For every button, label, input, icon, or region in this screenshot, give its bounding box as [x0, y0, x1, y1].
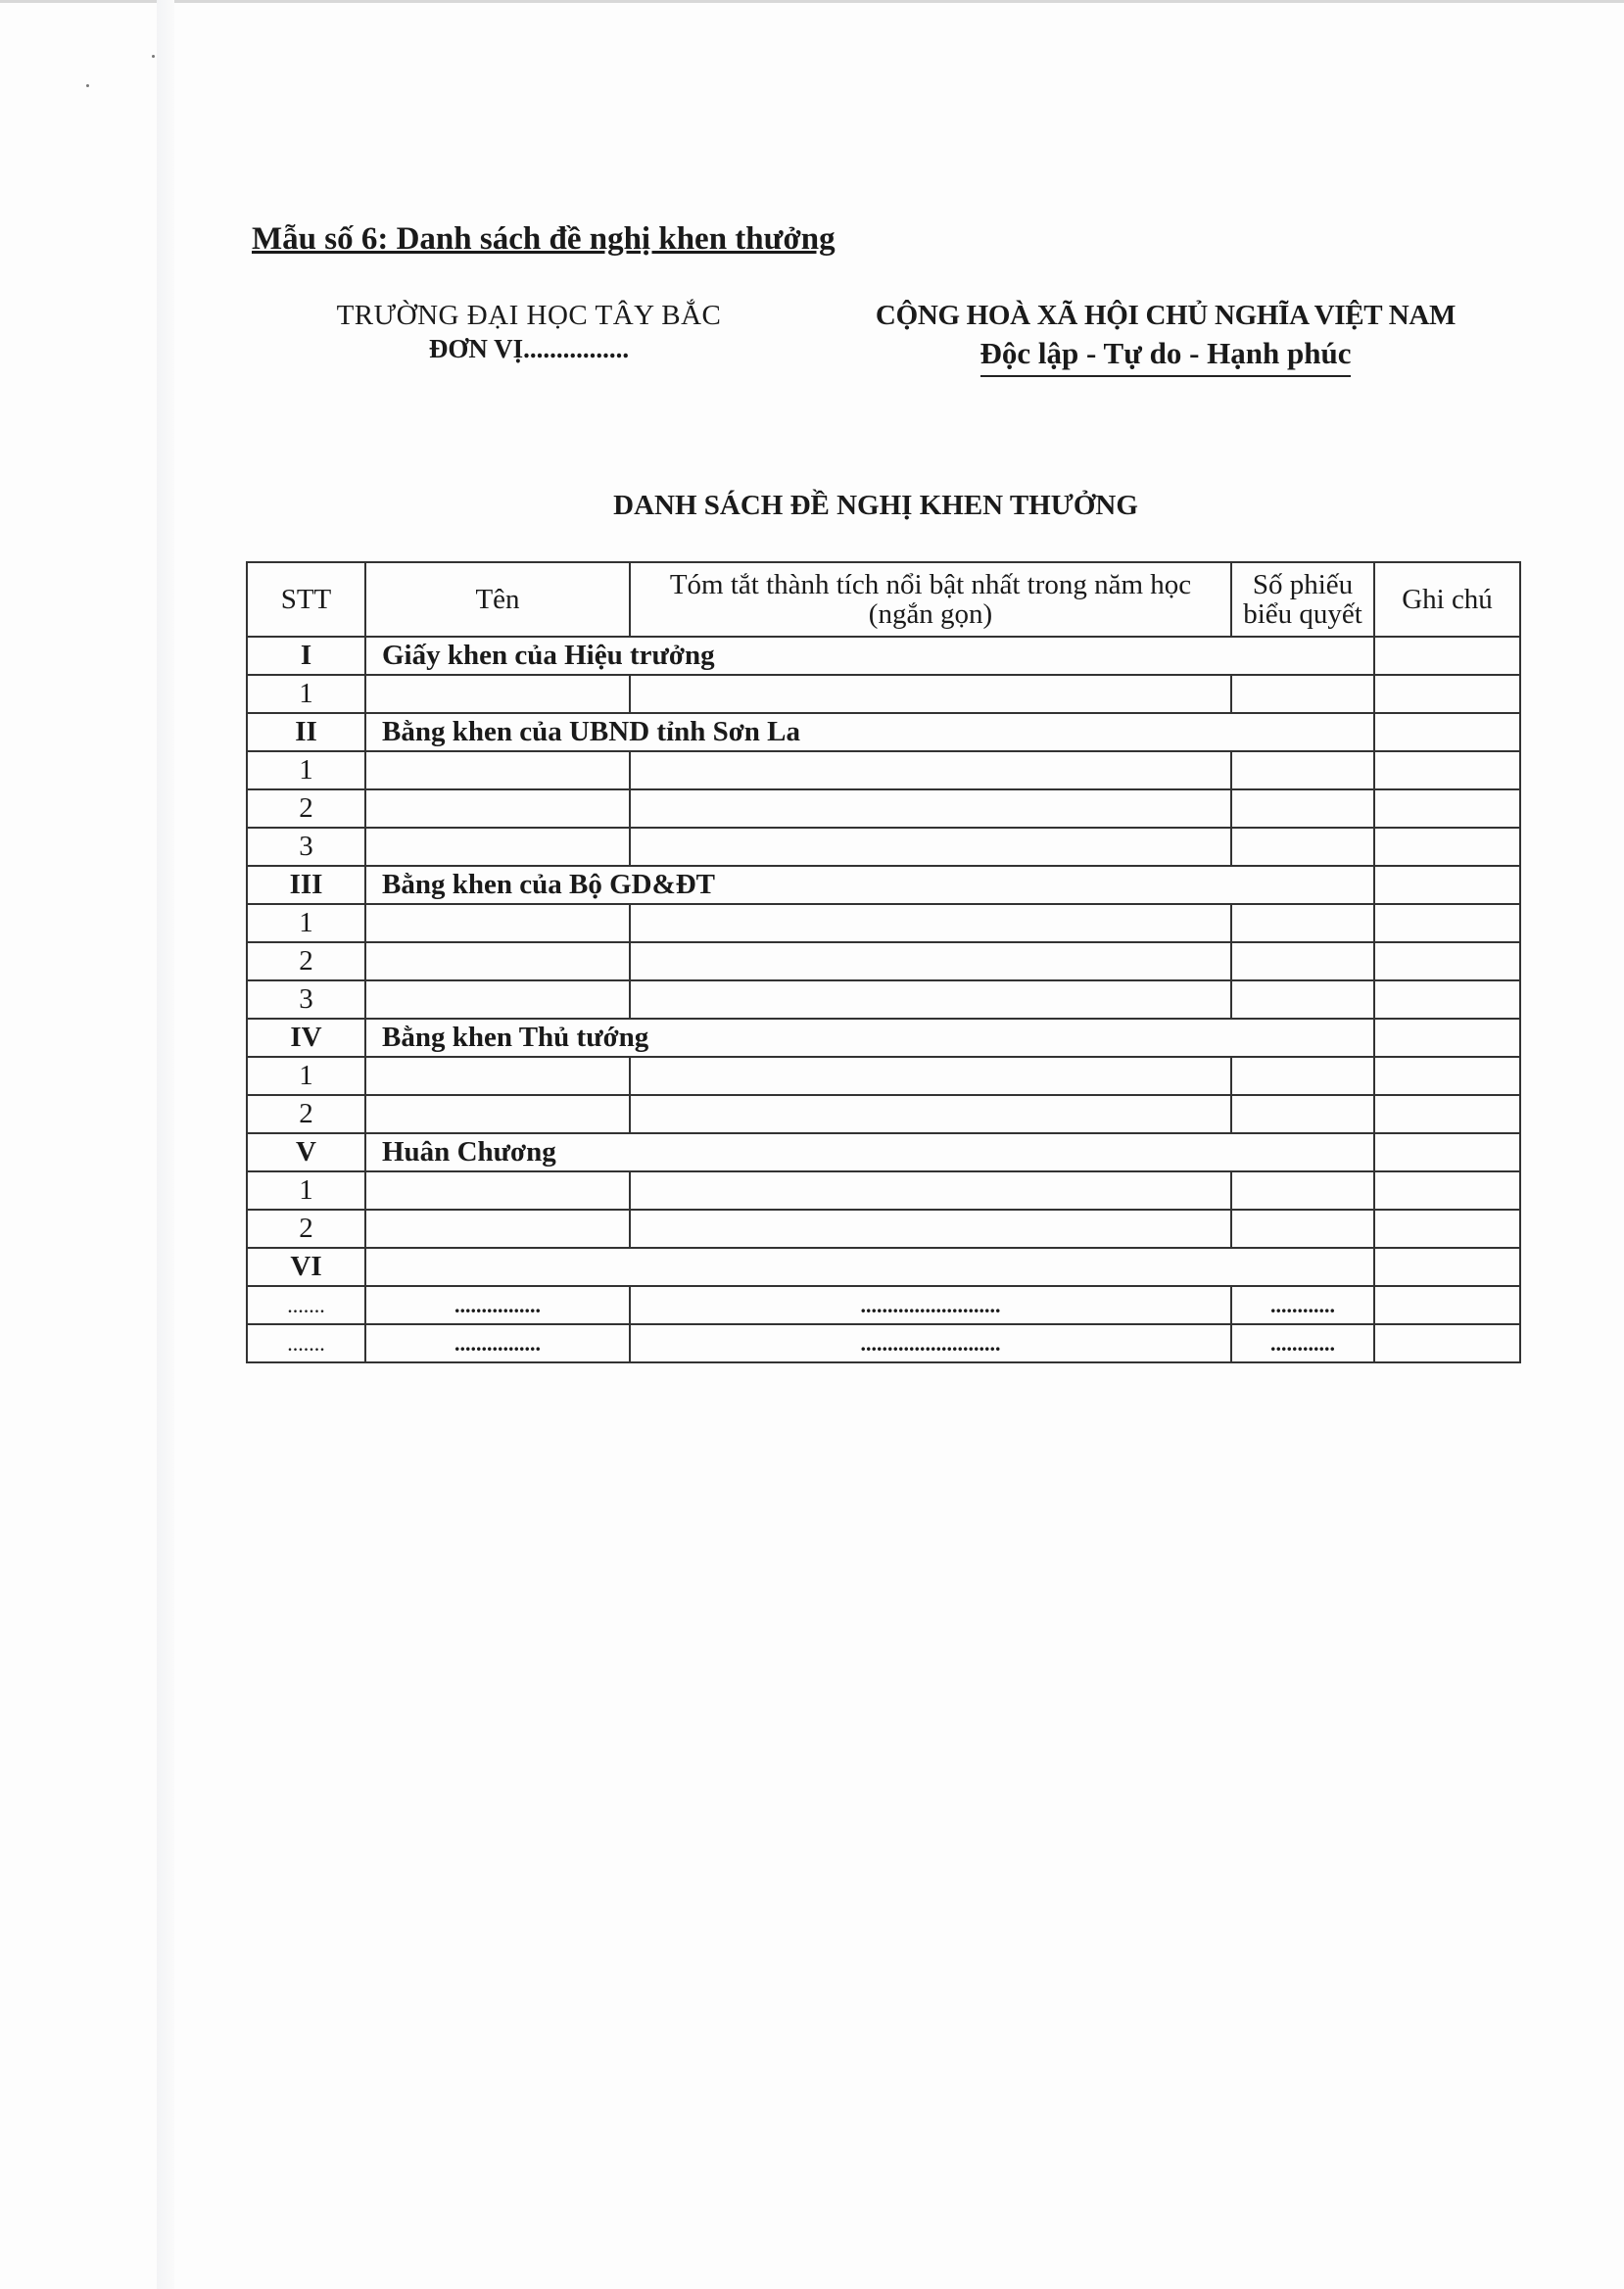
- section-title: Bằng khen của Bộ GD&ĐT: [365, 866, 1374, 904]
- section-title: Huân Chương: [365, 1133, 1374, 1171]
- award-nomination-table: [246, 561, 1521, 1363]
- table-row: [247, 1057, 1520, 1095]
- votes-cell: [1231, 1210, 1374, 1248]
- name-cell: ................: [365, 1286, 630, 1324]
- summary-cell: [630, 1210, 1231, 1248]
- header-votes: Số phiếu biểu quyết: [1231, 562, 1374, 637]
- notes-cell: [1374, 1133, 1520, 1171]
- notes-cell: [1374, 713, 1520, 751]
- header-right: [852, 300, 1479, 377]
- section-row: [247, 866, 1520, 904]
- notes-cell: [1374, 637, 1520, 675]
- placeholder-row: [247, 1324, 1520, 1362]
- row-number: 2: [247, 1095, 365, 1133]
- notes-cell: [1374, 1248, 1520, 1286]
- notes-cell: [1374, 828, 1520, 866]
- section-row: [247, 1248, 1520, 1286]
- header-notes: Ghi chú: [1374, 562, 1520, 637]
- section-number: I: [247, 637, 365, 675]
- section-title: Giấy khen của Hiệu trưởng: [365, 637, 1374, 675]
- country-name: CỘNG HOÀ XÃ HỘI CHỦ NGHĨA VIỆT NAM: [875, 300, 1457, 331]
- summary-cell: [630, 1057, 1231, 1095]
- notes-cell: [1374, 980, 1520, 1019]
- name-cell: [365, 751, 630, 789]
- name-cell: [365, 1057, 630, 1095]
- page-binding-shadow: [157, 0, 174, 2289]
- notes-cell: [1374, 675, 1520, 713]
- table-row: [247, 980, 1520, 1019]
- section-row: [247, 637, 1520, 675]
- name-cell: [365, 980, 630, 1019]
- notes-cell: [1374, 866, 1520, 904]
- scan-top-edge: [0, 0, 1624, 3]
- votes-cell: [1231, 1171, 1374, 1210]
- row-number: 1: [247, 751, 365, 789]
- unit-name: ĐƠN VỊ................: [428, 334, 630, 363]
- table-row: [247, 675, 1520, 713]
- notes-cell: [1374, 1019, 1520, 1057]
- row-number: 1: [247, 1171, 365, 1210]
- summary-cell: [630, 1095, 1231, 1133]
- votes-cell: [1231, 828, 1374, 866]
- section-title: Bằng khen của UBND tỉnh Sơn La: [365, 713, 1374, 751]
- row-number: .......: [247, 1324, 365, 1362]
- summary-cell: [630, 789, 1231, 828]
- summary-cell: ..........................: [630, 1324, 1231, 1362]
- form-title: Mẫu số 6: Danh sách đề nghị khen thưởng: [252, 221, 836, 257]
- votes-cell: [1231, 980, 1374, 1019]
- table-row: [247, 751, 1520, 789]
- table-row: [247, 1171, 1520, 1210]
- notes-cell: [1374, 1057, 1520, 1095]
- summary-cell: ..........................: [630, 1286, 1231, 1324]
- votes-cell: [1231, 1057, 1374, 1095]
- summary-cell: [630, 675, 1231, 713]
- row-number: 2: [247, 789, 365, 828]
- notes-cell: [1374, 1171, 1520, 1210]
- votes-cell: ............: [1231, 1286, 1374, 1324]
- notes-cell: [1374, 1324, 1520, 1362]
- section-number: II: [247, 713, 365, 751]
- notes-cell: [1374, 1286, 1520, 1324]
- section-row: [247, 1019, 1520, 1057]
- row-number: 3: [247, 828, 365, 866]
- national-motto: Độc lập - Tự do - Hạnh phúc: [980, 336, 1352, 377]
- summary-cell: [630, 904, 1231, 942]
- table-body: [247, 637, 1520, 1362]
- section-number: IV: [247, 1019, 365, 1057]
- votes-cell: [1231, 904, 1374, 942]
- row-number: 1: [247, 675, 365, 713]
- votes-cell: ............: [1231, 1324, 1374, 1362]
- notes-cell: [1374, 789, 1520, 828]
- header-name: Tên: [365, 562, 630, 637]
- section-row: [247, 713, 1520, 751]
- notes-cell: [1374, 1095, 1520, 1133]
- scan-speck: [86, 84, 89, 87]
- section-title: [365, 1248, 1374, 1286]
- votes-cell: [1231, 789, 1374, 828]
- section-number: VI: [247, 1248, 365, 1286]
- name-cell: [365, 942, 630, 980]
- row-number: 2: [247, 942, 365, 980]
- votes-cell: [1231, 1095, 1374, 1133]
- placeholder-row: [247, 1286, 1520, 1324]
- table-row: [247, 904, 1520, 942]
- row-number: 1: [247, 904, 365, 942]
- section-title: Bằng khen Thủ tướng: [365, 1019, 1374, 1057]
- table-row: [247, 1095, 1520, 1133]
- name-cell: [365, 904, 630, 942]
- table-header-row: [247, 562, 1520, 637]
- votes-cell: [1231, 751, 1374, 789]
- name-cell: [365, 828, 630, 866]
- section-number: V: [247, 1133, 365, 1171]
- name-cell: [365, 1095, 630, 1133]
- row-number: 3: [247, 980, 365, 1019]
- name-cell: ................: [365, 1324, 630, 1362]
- name-cell: [365, 1210, 630, 1248]
- summary-cell: [630, 980, 1231, 1019]
- organization-name: TRƯỜNG ĐẠI HỌC TÂY BẮC: [336, 300, 722, 331]
- notes-cell: [1374, 751, 1520, 789]
- summary-cell: [630, 828, 1231, 866]
- header-stt: STT: [247, 562, 365, 637]
- notes-cell: [1374, 904, 1520, 942]
- summary-cell: [630, 1171, 1231, 1210]
- notes-cell: [1374, 942, 1520, 980]
- row-number: .......: [247, 1286, 365, 1324]
- section-number: III: [247, 866, 365, 904]
- header-summary: Tóm tắt thành tích nổi bật nhất trong năm học (ngắn gọn): [630, 562, 1231, 637]
- row-number: 1: [247, 1057, 365, 1095]
- row-number: 2: [247, 1210, 365, 1248]
- table-row: [247, 1210, 1520, 1248]
- name-cell: [365, 1171, 630, 1210]
- header-left: [294, 300, 764, 364]
- table-row: [247, 789, 1520, 828]
- name-cell: [365, 789, 630, 828]
- summary-cell: [630, 751, 1231, 789]
- votes-cell: [1231, 675, 1374, 713]
- votes-cell: [1231, 942, 1374, 980]
- table-row: [247, 828, 1520, 866]
- notes-cell: [1374, 1210, 1520, 1248]
- scan-speck: [152, 55, 155, 58]
- table-row: [247, 942, 1520, 980]
- section-row: [247, 1133, 1520, 1171]
- list-title: DANH SÁCH ĐỀ NGHỊ KHEN THƯỞNG: [613, 490, 1138, 521]
- name-cell: [365, 675, 630, 713]
- summary-cell: [630, 942, 1231, 980]
